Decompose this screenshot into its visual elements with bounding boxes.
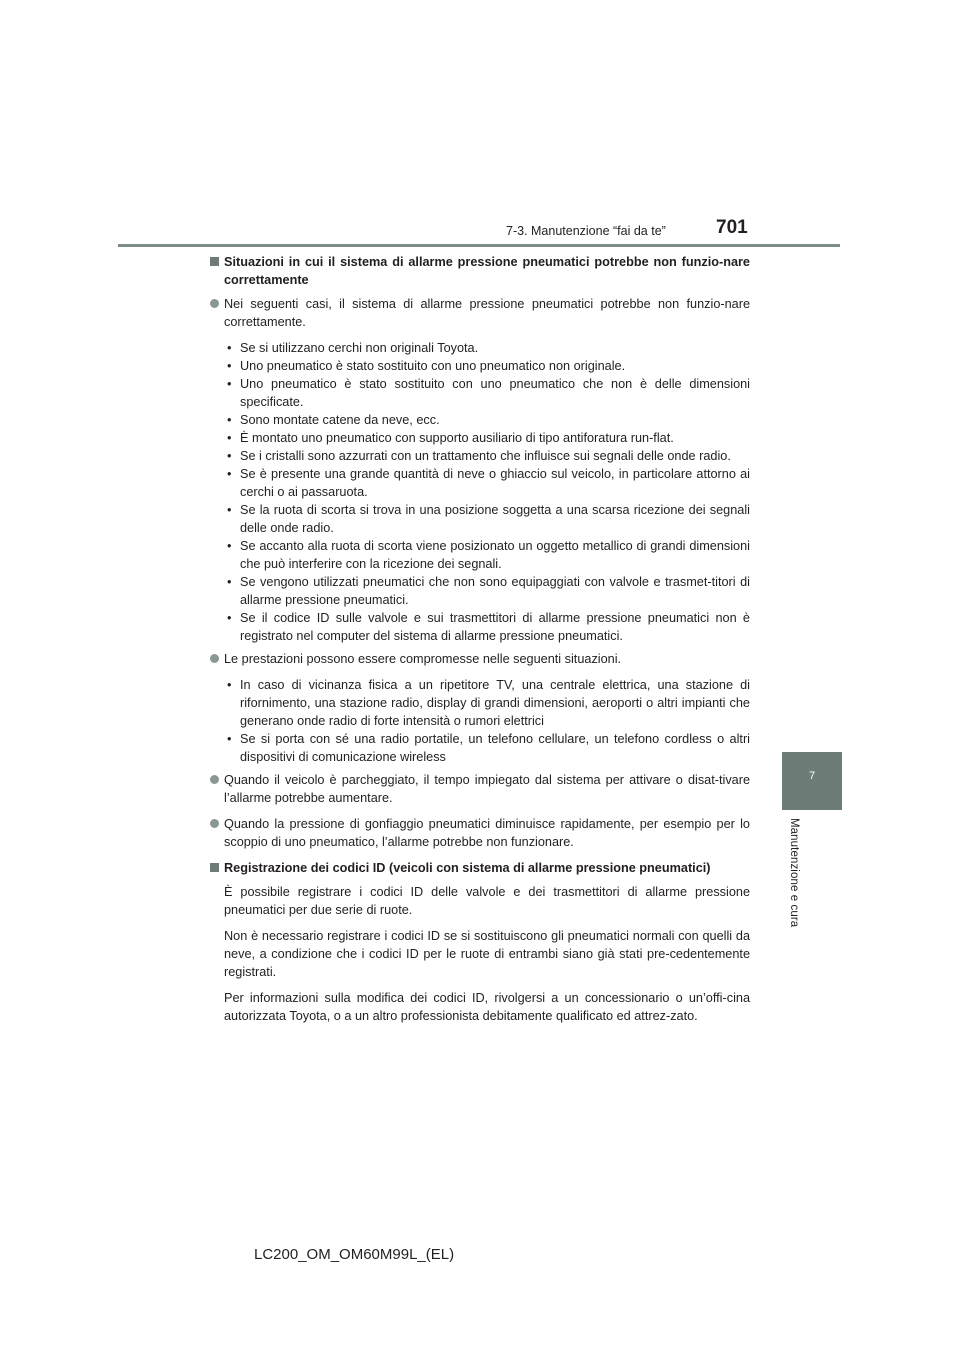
dot-icon: • bbox=[227, 732, 232, 746]
chapter-label: Manutenzione e cura bbox=[788, 818, 800, 928]
paragraph: Non è necessario registrare i codici ID se si sostituiscono gli pneumatici normali con quelli da neve, a condizione che i codici ID per le ruote di entrambi siano già stati pre-cedentemente registrati. bbox=[224, 929, 750, 979]
sub-list bbox=[210, 339, 750, 645]
list-item-text: Se la ruota di scorta si trova in una posizione soggetta a una scarsa ricezione dei segnali delle onde radio. bbox=[240, 503, 750, 535]
list-item-text: Se è presente una grande quantità di neve o ghiaccio sul veicolo, in particolare attorno ai cerchi o ai passaruota. bbox=[240, 467, 750, 499]
sub-list bbox=[210, 676, 750, 766]
heading-text: Situazioni in cui il sistema di allarme pressione pneumatici potrebbe non funzio-nare correttamente bbox=[224, 255, 750, 287]
section-heading bbox=[210, 859, 750, 877]
chapter-tab bbox=[782, 752, 842, 810]
dot-icon: • bbox=[227, 575, 232, 589]
dot-icon: • bbox=[227, 431, 232, 445]
section-title: 7-3. Manutenzione “fai da te” bbox=[506, 224, 666, 238]
circle-bullet-icon bbox=[210, 775, 219, 784]
list-item bbox=[227, 465, 750, 501]
page-content bbox=[210, 253, 750, 1033]
square-bullet-icon bbox=[210, 257, 219, 266]
circle-bullet-icon bbox=[210, 819, 219, 828]
list-item-text: Uno pneumatico è stato sostituito con uno pneumatico non originale. bbox=[240, 359, 626, 373]
list-item-text: Se vengono utilizzati pneumatici che non sono equipaggiati con valvole e trasmet-titori di allarme pressione pneumatici. bbox=[240, 575, 750, 607]
bullet-text: Le prestazioni possono essere compromesse nelle seguenti situazioni. bbox=[224, 652, 622, 666]
bullet-text: Quando il veicolo è parcheggiato, il tempo impiegato dal sistema per attivare o disat-tivare l’allarme potrebbe aumentare. bbox=[224, 773, 750, 805]
dot-icon: • bbox=[227, 467, 232, 481]
list-item bbox=[227, 609, 750, 645]
bullet-item bbox=[210, 295, 750, 331]
list-item bbox=[227, 730, 750, 766]
list-item-text: Sono montate catene da neve, ecc. bbox=[240, 413, 440, 427]
header-rule bbox=[118, 244, 840, 247]
list-item bbox=[227, 447, 750, 465]
bullet-item bbox=[210, 771, 750, 807]
bullet-text: Nei seguenti casi, il sistema di allarme pressione pneumatici potrebbe non funzio-nare correttamente. bbox=[224, 297, 750, 329]
dot-icon: • bbox=[227, 678, 232, 692]
circle-bullet-icon bbox=[210, 299, 219, 308]
paragraph: Per informazioni sulla modifica dei codici ID, rivolgersi a un concessionario o un’offi-cina autorizzata Toyota, o a un altro professionista debitamente qualificato ed attrez-zato. bbox=[224, 991, 750, 1023]
list-item bbox=[227, 339, 750, 357]
list-item-text: Se accanto alla ruota di scorta viene posizionato un oggetto metallico di grandi dimensioni che può interferire con la ricezione dei segnali. bbox=[240, 539, 750, 571]
bullet-item bbox=[210, 815, 750, 851]
list-item bbox=[227, 429, 750, 447]
list-item-text: Se si porta con sé una radio portatile, un telefono cellulare, un telefono cordless o altri dispositivi di comunicazione wireless bbox=[240, 732, 750, 764]
dot-icon: • bbox=[227, 413, 232, 427]
list-item bbox=[227, 411, 750, 429]
list-item bbox=[227, 375, 750, 411]
square-bullet-icon bbox=[210, 863, 219, 872]
list-item bbox=[227, 501, 750, 537]
bullet-item bbox=[210, 650, 750, 668]
chapter-number: 7 bbox=[808, 770, 816, 782]
dot-icon: • bbox=[227, 503, 232, 517]
dot-icon: • bbox=[227, 449, 232, 463]
dot-icon: • bbox=[227, 359, 232, 373]
list-item bbox=[227, 357, 750, 375]
list-item-text: In caso di vicinanza fisica a un ripetitore TV, una centrale elettrica, una stazione di rifornimento, una stazione radio, display di grandi dimensioni, aeroporti o altri impianti che generano onde radio di forte intensità o rumori elettrici bbox=[240, 678, 750, 728]
list-item bbox=[227, 537, 750, 573]
section-heading bbox=[210, 253, 750, 289]
list-item-text: Se i cristalli sono azzurrati con un trattamento che influisce sui segnali delle onde radio. bbox=[240, 449, 731, 463]
page-number: 701 bbox=[716, 217, 748, 238]
bullet-text: Quando la pressione di gonfiaggio pneumatici diminuisce rapidamente, per esempio per lo scoppio di uno pneumatico, l’allarme potrebbe non funzionare. bbox=[224, 817, 750, 849]
list-item-text: Se si utilizzano cerchi non originali Toyota. bbox=[240, 341, 479, 355]
dot-icon: • bbox=[227, 539, 232, 553]
footer-code: LC200_OM_OM60M99L_(EL) bbox=[254, 1246, 455, 1263]
paragraph: È possibile registrare i codici ID delle valvole e dei trasmettitori di allarme pressione pneumatici per due serie di ruote. bbox=[224, 885, 750, 917]
list-item-text: Uno pneumatico è stato sostituito con uno pneumatico che non è delle dimensioni specificate. bbox=[240, 377, 750, 409]
dot-icon: • bbox=[227, 611, 232, 625]
dot-icon: • bbox=[227, 377, 232, 391]
circle-bullet-icon bbox=[210, 654, 219, 663]
list-item bbox=[227, 676, 750, 730]
list-item-text: Se il codice ID sulle valvole e sui trasmettitori di allarme pressione pneumatici non è registrato nel computer del sistema di allarme pressione pneumatici. bbox=[240, 611, 750, 643]
dot-icon: • bbox=[227, 341, 232, 355]
list-item bbox=[227, 573, 750, 609]
list-item-text: È montato uno pneumatico con supporto ausiliario di tipo antiforatura run-flat. bbox=[240, 431, 674, 445]
heading-text: Registrazione dei codici ID (veicoli con sistema di allarme pressione pneumatici) bbox=[224, 861, 711, 875]
